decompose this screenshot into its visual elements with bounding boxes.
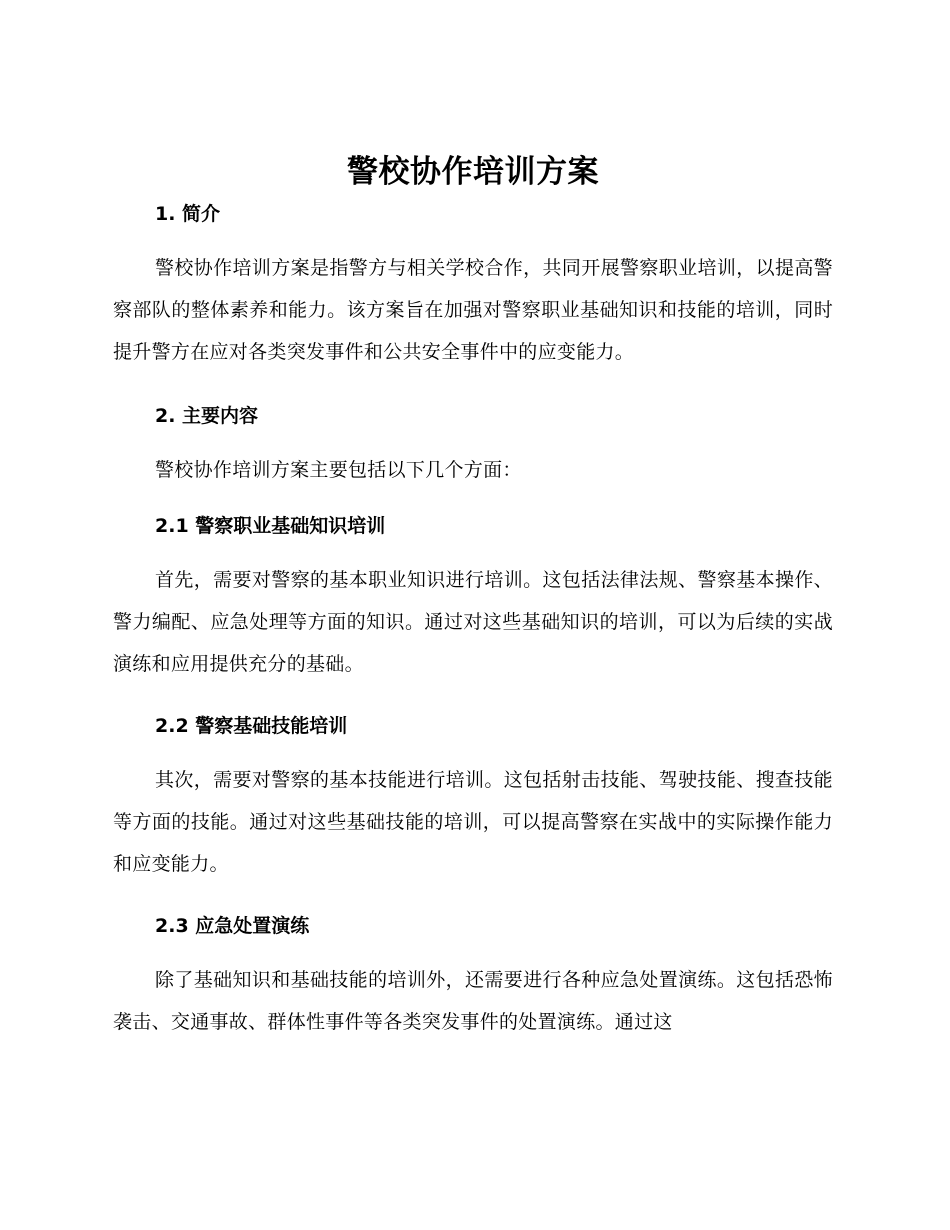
paragraph-basic-knowledge: 首先，需要对警察的基本职业知识进行培训。这包括法律法规、警察基本操作、警力编配、应急处理等方面的知识。通过对这些基础知识的培训，可以为后续的实战演练和应用提供充分的基础。 (113, 569, 833, 675)
document-body (113, 150, 833, 1043)
subsection-heading-basic-skills: 2.2 警察基础技能培训 (155, 715, 348, 737)
paragraph-emergency-drills: 除了基础知识和基础技能的培训外，还需要进行各种应急处置演练。这包括恐怖袭击、交通事故、群体性事件等各类突发事件的处置演练。通过这 (113, 969, 833, 1033)
subsection-heading-basic-knowledge: 2.1 警察职业基础知识培训 (155, 515, 386, 537)
paragraph-intro: 警校协作培训方案是指警方与相关学校合作，共同开展警察职业培训，以提高警察部队的整体素养和能力。该方案旨在加强对警察职业基础知识和技能的培训，同时提升警方在应对各类突发事件和公共安全事件中的应变能力。 (113, 257, 833, 363)
page-title: 警校协作培训方案 (347, 154, 599, 190)
paragraph-basic-skills: 其次，需要对警察的基本技能进行培训。这包括射击技能、驾驶技能、搜查技能等方面的技能。通过对这些基础技能的培训，可以提高警察在实战中的实际操作能力和应变能力。 (113, 769, 833, 875)
paragraph-main-content: 警校协作培训方案主要包括以下几个方面： (155, 459, 522, 481)
section-heading-main-content: 2. 主要内容 (155, 405, 259, 427)
section-heading-intro: 1. 简介 (155, 203, 221, 225)
subsection-heading-emergency-drills: 2.3 应急处置演练 (155, 915, 310, 937)
